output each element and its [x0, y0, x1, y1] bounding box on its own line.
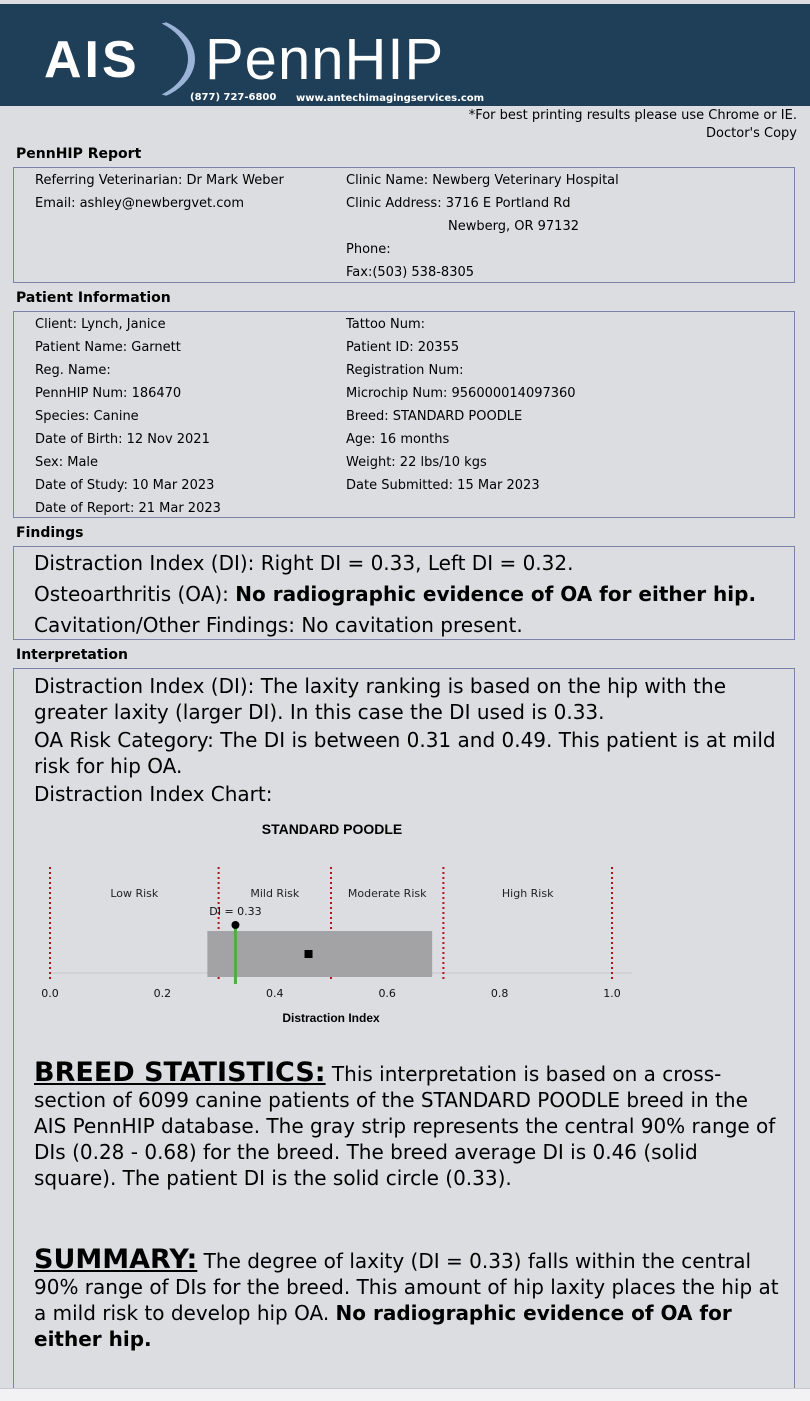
summary-text: The degree of laxity (DI = 0.33) falls within the central 90% range of DIs for the breed. This amount of hip laxity places the hip at a mild risk to develop hip OA. — [34, 1249, 779, 1325]
bottom-bar — [0, 1388, 810, 1401]
copy-type: Doctor's Copy — [706, 126, 797, 141]
patient-field: Date of Birth: 12 Nov 2021 — [35, 432, 210, 447]
patient-field: Weight: 22 lbs/10 kgs — [346, 455, 487, 470]
clinic-name: Clinic Name: Newberg Veterinary Hospital — [346, 173, 619, 188]
di-chart-svg — [20, 812, 640, 1037]
interp-oa-risk: OA Risk Category: The DI is between 0.31 and 0.49. This patient is at mild risk for hip OA. — [34, 728, 776, 778]
print-note — [469, 107, 797, 143]
patient-field: Species: Canine — [35, 409, 139, 424]
header-banner — [0, 4, 810, 106]
findings-oa — [34, 582, 756, 606]
risk-zone-label: Moderate Risk — [347, 887, 427, 900]
x-tick-label: 0.6 — [378, 987, 396, 1000]
clinic-phone: Phone: — [346, 242, 391, 257]
x-tick-label: 0.0 — [41, 987, 59, 1000]
chart-xlabel: Distraction Index — [282, 1011, 380, 1025]
patient-di-marker — [231, 921, 239, 929]
patient-field: Patient ID: 20355 — [346, 340, 460, 355]
risk-zone-label: Mild Risk — [250, 887, 300, 900]
interp-di-text: Distraction Index (DI): The laxity ranking is based on the hip with the greater laxity (larger DI). In this case the DI used is 0.33. — [34, 674, 727, 724]
findings-di: Distraction Index (DI): Right DI = 0.33, Left DI = 0.32. — [34, 551, 574, 575]
patient-field: Registration Num: — [346, 363, 464, 378]
findings-oa-label: Osteoarthritis (OA): — [34, 582, 236, 606]
patient-field: Date of Report: 21 Mar 2023 — [35, 501, 221, 516]
x-tick-label: 0.4 — [266, 987, 284, 1000]
summary — [34, 1244, 784, 1352]
email: Email: ashley@newbergvet.com — [35, 196, 245, 211]
breed-average-marker — [305, 950, 313, 958]
patient-field: Date Submitted: 15 Mar 2023 — [346, 478, 540, 493]
patient-field: Date of Study: 10 Mar 2023 — [35, 478, 215, 493]
patient-field: Patient Name: Garnett — [35, 340, 181, 355]
patient-field: Client: Lynch, Janice — [35, 317, 166, 332]
print-note-text: *For best printing results please use Chrome or IE. — [468, 108, 797, 123]
patient-field: Reg. Name: — [35, 363, 111, 378]
patient-field: Breed: STANDARD POODLE — [346, 409, 523, 424]
summary-bold: No radiographic evidence of OA for either hip. — [34, 1301, 732, 1351]
findings-cavitation: Cavitation/Other Findings: No cavitation present. — [34, 613, 523, 637]
patient-field: Tattoo Num: — [346, 317, 425, 332]
referring-vet: Referring Veterinarian: Dr Mark Weber — [35, 173, 284, 188]
di-chart — [20, 812, 640, 1037]
patient-title: Patient Information — [16, 290, 171, 306]
breed-range-strip — [207, 931, 432, 977]
chart-title: STANDARD POODLE — [261, 821, 403, 837]
interpretation-title: Interpretation — [16, 647, 128, 663]
report-title: PennHIP Report — [16, 146, 142, 162]
summary-heading: SUMMARY: — [34, 1244, 198, 1275]
breed-stats-text: This interpretation is based on a cross-section of 6099 canine patients of the STANDARD POODLE breed in the AIS PennHIP database. The gray strip represents the central 90% range of DIs (0.28 - 0.68) for the breed. The breed average DI is 0.46 (solid square). The patient DI is the solid circle (0.33). — [34, 1062, 776, 1190]
patient-di-label: DI = 0.33 — [209, 905, 262, 918]
interp-chart-label: Distraction Index Chart: — [34, 782, 273, 806]
findings-oa-value: No radiographic evidence of OA for either hip. — [235, 582, 757, 606]
x-tick-label: 1.0 — [603, 987, 621, 1000]
breed-stats-heading: BREED STATISTICS: — [34, 1057, 326, 1088]
risk-zone-label: High Risk — [501, 887, 554, 900]
patient-field: Microchip Num: 956000014097360 — [346, 386, 576, 401]
clinic-fax: Fax:(503) 538-8305 — [346, 265, 475, 280]
logo-ais: AIS — [44, 31, 140, 89]
risk-zone-label: Low Risk — [110, 887, 159, 900]
x-tick-label: 0.2 — [153, 987, 172, 1000]
patient-field: Sex: Male — [35, 455, 99, 470]
logo-pennhip: PennHIP — [205, 27, 445, 92]
patient-field: PennHIP Num: 186470 — [35, 386, 182, 401]
clinic-address: Clinic Address: 3716 E Portland Rd — [346, 196, 571, 211]
x-tick-label: 0.8 — [490, 987, 509, 1000]
findings-title: Findings — [16, 525, 84, 541]
patient-field: Age: 16 months — [346, 432, 450, 447]
header-website[interactable]: www.antechimagingservices.com — [296, 93, 485, 104]
clinic-city: Newberg, OR 97132 — [448, 219, 579, 234]
breed-stats — [34, 1057, 784, 1191]
header-phone: (877) 727-6800 — [190, 92, 277, 103]
